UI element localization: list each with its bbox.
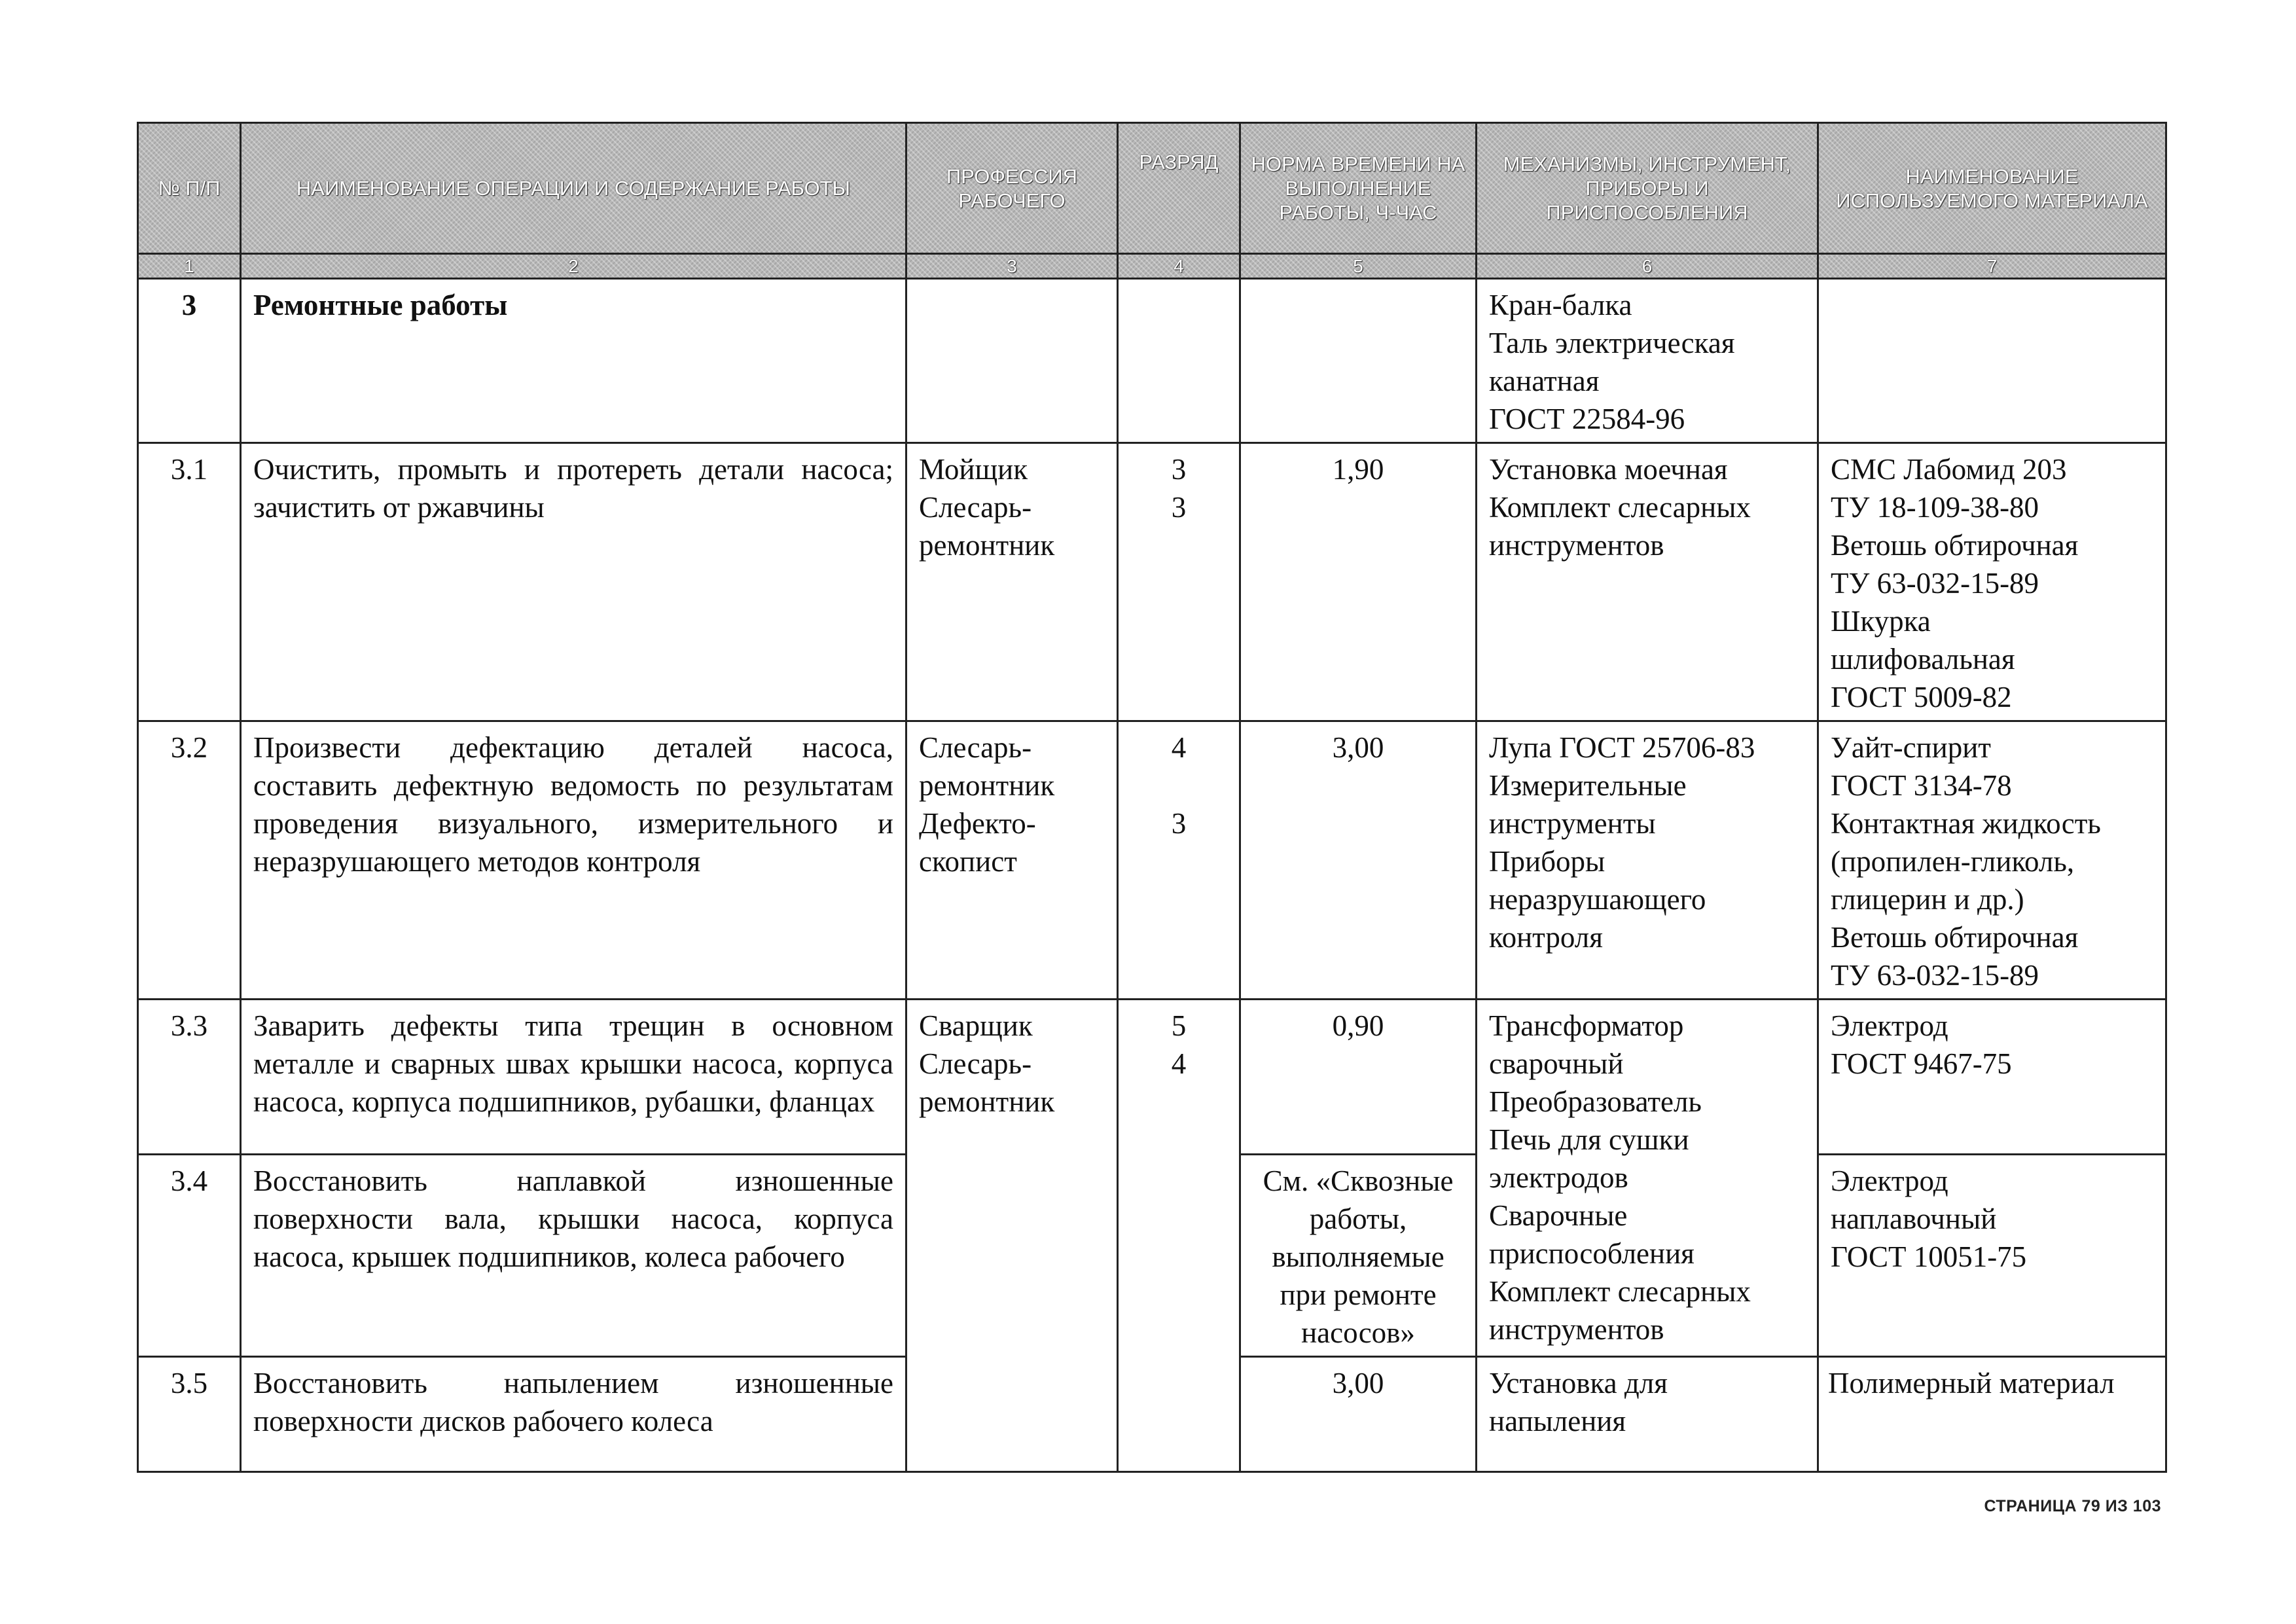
tool-line: Измерительные [1489,769,1687,802]
rank-line: 3 [1171,491,1187,524]
material-cell [1818,1155,2166,1357]
row-number: 3.1 [138,443,241,721]
column-number: 6 [1477,254,1818,279]
tool-line: Печь для сушки [1489,1123,1689,1156]
column-number-row [138,254,2166,279]
norm-line: работы, [1309,1202,1407,1235]
profession-line: ремонтник [919,529,1055,562]
tool-line: Таль электрическая [1489,327,1735,359]
profession-line: Мойщик [919,453,1028,486]
rank-line: 3 [1171,453,1187,486]
material-cell [1818,279,2166,443]
profession-line: Слесарь- [919,491,1032,524]
tool-line: инструментов [1489,529,1664,562]
column-number: 1 [138,254,241,279]
material-line: Электрод [1831,1009,1948,1042]
table-row [138,1000,2166,1155]
profession-cell [906,443,1118,721]
tool-line: ГОСТ 22584-96 [1489,403,1685,435]
tool-line: Установка для [1489,1367,1668,1399]
column-number: 4 [1118,254,1240,279]
tool-line: инструментов [1489,1313,1664,1346]
tools-cell [1477,1357,1818,1472]
header-operation: НАИМЕНОВАНИЕ ОПЕРАЦИИ И СОДЕРЖАНИЕ РАБОТЫ [241,123,906,254]
tools-cell [1477,443,1818,721]
rank-line: 3 [1171,807,1187,840]
profession-line: ремонтник [919,1085,1055,1118]
time-norm-cell: 3,00 [1240,721,1477,1000]
material-line: ГОСТ 9467-75 [1831,1047,2012,1080]
profession-cell [906,279,1118,443]
header-time-norm: НОРМА ВРЕМЕНИ НА ВЫПОЛНЕНИЕ РАБОТЫ, Ч-ЧАС [1240,123,1477,254]
material-cell [1818,721,2166,1000]
profession-line: Сварщик [919,1009,1033,1042]
time-norm-cell [1240,279,1477,443]
tool-line: Установка моечная [1489,453,1728,486]
material-cell [1818,443,2166,721]
operation-text: Произвести дефектацию деталей насоса, составить дефектную ведомость по результатам проведения визуального, измерительного и неразрушающего методов контроля [241,721,906,1000]
header-profession: ПРОФЕССИЯ РАБОЧЕГО [906,123,1118,254]
tool-line: контроля [1489,921,1603,954]
rank-line [1130,767,1227,804]
rank-line: 4 [1171,731,1187,764]
table-row [138,721,2166,1000]
tools-cell [1477,279,1818,443]
column-number: 7 [1818,254,2166,279]
material-line: Контактная жидкость [1831,807,2101,840]
operation-text: Восстановить напылением изношенные поверхности дисков рабочего колеса [241,1357,906,1472]
material-line: ГОСТ 10051-75 [1831,1240,2027,1273]
profession-line: ремонтник [919,769,1055,802]
tools-cell [1477,721,1818,1000]
rank-line: 5 [1171,1009,1187,1042]
operations-sheet [137,122,2165,1473]
tool-line: Кран-балка [1489,289,1632,321]
tool-line: Трансформатор [1489,1009,1684,1042]
header-tools: МЕХАНИЗМЫ, ИНСТРУМЕНТ, ПРИБОРЫ И ПРИСПОСОБЛЕНИЯ [1477,123,1818,254]
norm-line: выполняемые [1272,1240,1444,1273]
table-row-section [138,279,2166,443]
material-line: Уайт-спирит [1831,731,1991,764]
table-header-row [138,123,2166,254]
time-norm-cell [1240,1155,1477,1357]
material-line: ТУ 63-032-15-89 [1831,567,2039,600]
material-line: ТУ 63-032-15-89 [1831,959,2039,992]
tools-cell [1477,1000,1818,1357]
time-norm-cell: 0,90 [1240,1000,1477,1155]
table-row [138,443,2166,721]
rank-cell [1118,1000,1240,1472]
material-line: глицерин и др.) [1831,883,2024,916]
material-line: шлифовальная [1831,643,2015,676]
material-cell [1818,1357,2166,1472]
header-num: № П/П [138,123,241,254]
row-number: 3.2 [138,721,241,1000]
column-number: 3 [906,254,1118,279]
material-line: ТУ 18-109-38-80 [1831,491,2039,524]
tool-line: Преобразователь [1489,1085,1702,1118]
operation-text: Ремонтные работы [241,279,906,443]
page-number: СТРАНИЦА 79 ИЗ 103 [1984,1497,2161,1515]
profession-cell [906,721,1118,1000]
profession-cell [906,1000,1118,1472]
tool-line: приспособления [1489,1237,1695,1270]
profession-line: скопист [919,845,1017,878]
material-line: Ветошь обтирочная [1831,921,2079,954]
row-number: 3.5 [138,1357,241,1472]
norm-line: См. «Сквозные [1263,1164,1454,1197]
material-cell [1818,1000,2166,1155]
material-line: СМС Лабомид 203 [1831,453,2067,486]
material-line: (пропилен-гликоль, [1831,845,2075,878]
tool-line: неразрушающего [1489,883,1706,916]
tool-line: Лупа ГОСТ 25706-83 [1489,731,1755,764]
operations-table [137,122,2167,1473]
rank-cell [1118,279,1240,443]
operation-text: Очистить, промыть и протереть детали насоса; зачистить от ржавчины [241,443,906,721]
tool-line: Комплект слесарных [1489,1275,1751,1308]
header-rank: РАЗРЯД [1118,123,1240,254]
material-line: Шкурка [1831,605,1931,638]
rank-cell [1118,721,1240,1000]
rank-cell [1118,443,1240,721]
column-number: 5 [1240,254,1477,279]
profession-line: Слесарь- [919,731,1032,764]
material-line: ГОСТ 3134-78 [1831,769,2012,802]
operation-text: Заварить дефекты типа трещин в основном металле и сварных швах крышки насоса, корпуса насоса, корпуса подшипников, рубашки, фланцах [241,1000,906,1155]
norm-line: насосов» [1301,1316,1415,1349]
tool-line: Сварочные [1489,1199,1628,1232]
tool-line: Комплект слесарных [1489,491,1751,524]
rank-line: 4 [1171,1047,1187,1080]
material-line: ГОСТ 5009-82 [1831,681,2012,713]
header-material: НАИМЕНОВАНИЕ ИСПОЛЬЗУЕМОГО МАТЕРИАЛА [1818,123,2166,254]
profession-line: Слесарь- [919,1047,1032,1080]
operation-text: Восстановить наплавкой изношенные поверхности вала, крышки насоса, корпуса насоса, крышек подшипников, колеса рабочего [241,1155,906,1357]
tool-line: сварочный [1489,1047,1624,1080]
tool-line: электродов [1489,1161,1628,1194]
row-number: 3.3 [138,1000,241,1155]
material-line: Ветошь обтирочная [1831,529,2079,562]
tool-line: канатная [1489,365,1600,397]
norm-line: при ремонте [1280,1278,1437,1311]
material-line: наплавочный [1831,1202,1997,1235]
profession-line: Дефекто- [919,807,1036,840]
tool-line: инструменты [1489,807,1656,840]
row-number: 3 [138,279,241,443]
time-norm-cell: 3,00 [1240,1357,1477,1472]
column-number: 2 [241,254,906,279]
tool-line: напыления [1489,1405,1626,1437]
time-norm-cell: 1,90 [1240,443,1477,721]
material-line: Полимерный материал [1828,1367,2115,1399]
row-number: 3.4 [138,1155,241,1357]
tool-line: Приборы [1489,845,1605,878]
material-line: Электрод [1831,1164,1948,1197]
